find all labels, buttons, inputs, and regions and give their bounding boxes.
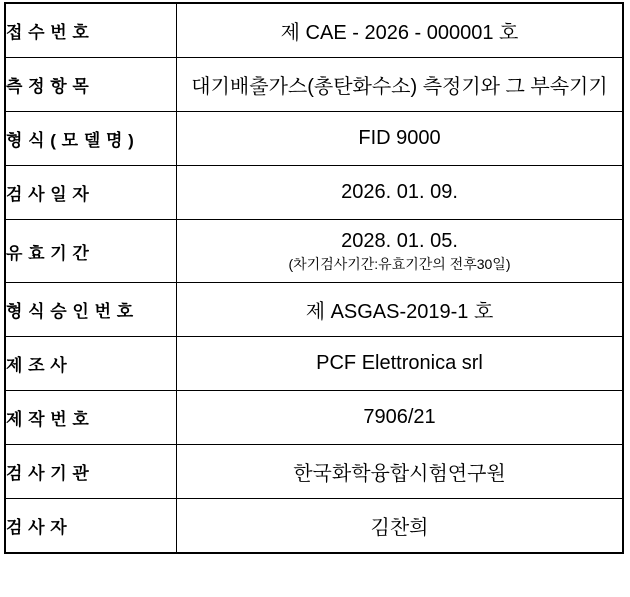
row-label-text: 검 사 기 관 [6, 464, 90, 483]
row-label-text: 유 효 기 간 [6, 243, 90, 263]
row-label-text: 측 정 항 목 [6, 77, 90, 96]
row-label-text: 제 조 사 [6, 356, 68, 375]
row-label-text: 검 사 일 자 [6, 185, 90, 204]
row-label-measurement-item [5, 58, 177, 112]
table-row [5, 337, 623, 391]
row-label-inspection-agency [5, 445, 177, 499]
row-label-receipt-number [5, 3, 177, 58]
row-value-type-approval-number: 제 ASGAS-2019-1 호 [177, 283, 624, 337]
table-row [5, 58, 623, 112]
row-value-manufacturer: PCF Elettronica srl [177, 337, 624, 391]
table-row [5, 445, 623, 499]
table-body [5, 3, 623, 553]
row-value-inspection-date: 2026. 01. 09. [177, 166, 624, 220]
table-row [5, 166, 623, 220]
inspection-info-table [4, 2, 624, 554]
validity-date: 2028. 01. 05. [341, 229, 458, 252]
table-row [5, 283, 623, 337]
row-value-inspector: 김찬희 [177, 499, 624, 554]
row-value-validity-period [177, 220, 624, 283]
table-row [5, 3, 623, 58]
table-row [5, 220, 623, 283]
table-row [5, 112, 623, 166]
row-value-inspection-agency: 한국화학융합시험연구원 [177, 445, 624, 499]
row-label-text: 형 식 승 인 번 호 [6, 302, 134, 321]
row-label-type-approval-number [5, 283, 177, 337]
row-label-text: 제 작 번 호 [6, 410, 90, 429]
table-row [5, 499, 623, 554]
row-value-model-name: FID 9000 [177, 112, 624, 166]
row-label-text: 접 수 번 호 [6, 23, 90, 42]
row-label-inspector [5, 499, 177, 554]
row-label-text: 검 사 자 [6, 518, 68, 537]
row-value-serial-number: 7906/21 [177, 391, 624, 445]
row-label-manufacturer [5, 337, 177, 391]
row-label-text: 형 식 ( 모 델 명 ) [6, 131, 135, 150]
row-value-receipt-number: 제 CAE - 2026 - 000001 호 [177, 3, 624, 58]
validity-note: (차기검사기간:유효기간의 전후30일) [288, 255, 511, 272]
row-label-validity-period [5, 220, 177, 283]
row-value-measurement-item: 대기배출가스(총탄화수소) 측정기와 그 부속기기 [177, 58, 624, 112]
row-label-inspection-date [5, 166, 177, 220]
row-label-model-name [5, 112, 177, 166]
row-label-serial-number [5, 391, 177, 445]
table-row [5, 391, 623, 445]
